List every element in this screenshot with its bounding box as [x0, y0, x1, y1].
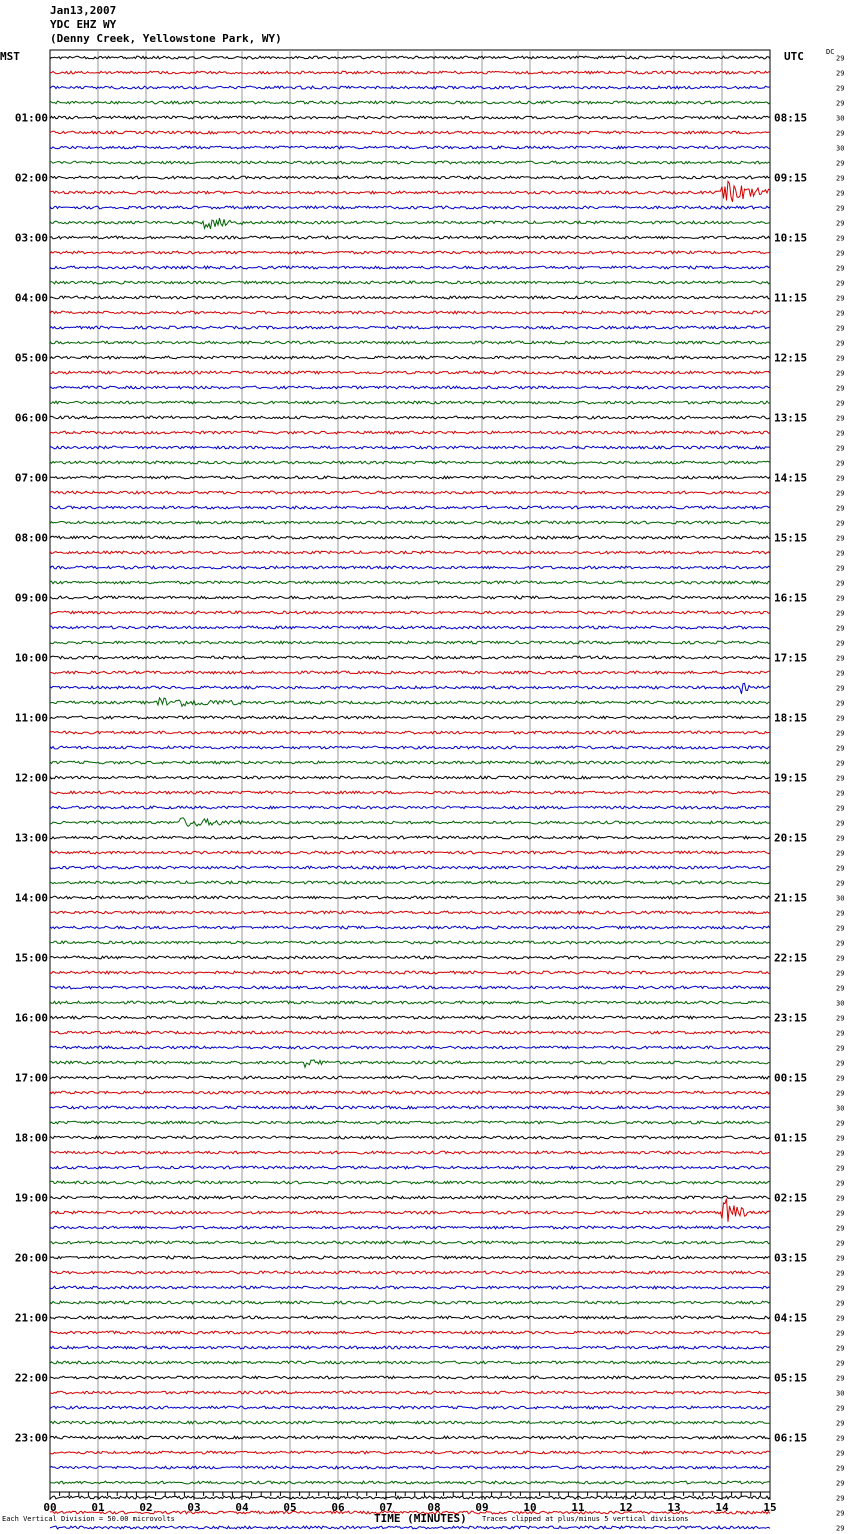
- trace-line: [50, 626, 770, 629]
- mst-hour-label: 01:00: [14, 111, 48, 125]
- dc-offset-label: 30: [836, 999, 845, 1008]
- trace-line: [50, 683, 770, 694]
- x-tick-label: 10: [523, 1501, 537, 1514]
- utc-hour-label: 12:15: [774, 351, 808, 365]
- dc-offset-label: 29: [836, 1404, 845, 1413]
- utc-hour-label: 11:15: [774, 291, 808, 305]
- dc-offset-label: 29: [836, 789, 845, 798]
- mst-hour-label: 20:00: [14, 1251, 48, 1265]
- dc-offset-label: 29: [836, 684, 845, 693]
- trace-line: [50, 266, 770, 269]
- trace-line: [50, 1271, 770, 1274]
- mst-hour-label: 03:00: [14, 231, 48, 245]
- trace-line: [50, 218, 770, 229]
- dc-offset-label: 29: [836, 414, 845, 423]
- trace-line: [50, 806, 770, 809]
- trace-line: [50, 1091, 770, 1094]
- trace-line: [50, 776, 770, 779]
- x-tick-label: 08: [427, 1501, 441, 1514]
- utc-hour-label: 23:15: [774, 1011, 808, 1025]
- utc-hour-label: 17:15: [774, 651, 808, 665]
- x-tick-label: 01: [91, 1501, 105, 1514]
- dc-offset-label: 29: [836, 1164, 845, 1173]
- trace-line: [50, 746, 770, 749]
- trace-line: [50, 1466, 770, 1469]
- dc-offset-label: 29: [836, 204, 845, 213]
- mst-hour-label: 21:00: [14, 1311, 48, 1325]
- trace-line: [50, 1016, 770, 1019]
- mst-hour-label: 09:00: [14, 591, 48, 605]
- trace-line: [50, 716, 770, 719]
- utc-hour-label: 08:15: [774, 111, 808, 125]
- trace-line: [50, 971, 770, 974]
- dc-offset-label: 29: [836, 99, 845, 108]
- trace-line: [50, 566, 770, 569]
- dc-offset-label: 30: [836, 1389, 845, 1398]
- dc-offset-label: 29: [836, 1374, 845, 1383]
- trace-line: [50, 851, 770, 854]
- trace-line: [50, 446, 770, 449]
- trace-line: [50, 251, 770, 254]
- trace-line: [50, 491, 770, 494]
- x-tick-label: 05: [283, 1501, 297, 1514]
- dc-offset-label: 29: [836, 354, 845, 363]
- trace-line: [50, 101, 770, 104]
- trace-line: [50, 941, 770, 944]
- mst-hour-label: 22:00: [14, 1371, 48, 1385]
- dc-offset-label: 29: [836, 729, 845, 738]
- trace-line: [50, 131, 770, 134]
- trace-line: [50, 551, 770, 554]
- dc-offset-label: 29: [836, 1089, 845, 1098]
- trace-line: [50, 731, 770, 734]
- x-tick-label: 09: [475, 1501, 489, 1514]
- dc-offset-label: 29: [836, 174, 845, 183]
- dc-offset-label: 29: [836, 1494, 845, 1503]
- x-axis-title: TIME (MINUTES): [374, 1512, 467, 1525]
- dc-offset-label: 29: [836, 1314, 845, 1323]
- utc-hour-label: 18:15: [774, 711, 808, 725]
- dc-offset-label: 29: [836, 384, 845, 393]
- dc-offset-label: 29: [836, 249, 845, 258]
- dc-offset-label: 29: [836, 369, 845, 378]
- trace-line: [50, 521, 770, 524]
- trace-line: [50, 116, 770, 119]
- dc-offset-label: 29: [836, 1059, 845, 1068]
- mst-hour-label: 08:00: [14, 531, 48, 545]
- trace-line: [50, 1076, 770, 1079]
- utc-hour-label: 21:15: [774, 891, 808, 905]
- dc-offset-label: 29: [836, 534, 845, 543]
- trace-line: [50, 341, 770, 344]
- dc-offset-label: 29: [836, 1479, 845, 1488]
- dc-offset-label: 29: [836, 624, 845, 633]
- trace-line: [50, 1316, 770, 1319]
- utc-hour-label: 02:15: [774, 1191, 808, 1205]
- dc-offset-label: 29: [836, 459, 845, 468]
- trace-line: [50, 401, 770, 404]
- mst-hour-label: 13:00: [14, 831, 48, 845]
- dc-offset-label: 29: [836, 324, 845, 333]
- dc-offset-label: 29: [836, 1284, 845, 1293]
- utc-hour-label: 14:15: [774, 471, 808, 485]
- dc-offset-label: 29: [836, 1149, 845, 1158]
- trace-line: [50, 1406, 770, 1409]
- trace-line: [50, 1199, 770, 1222]
- utc-hour-label: 06:15: [774, 1431, 808, 1445]
- dc-offset-label: 29: [836, 159, 845, 168]
- dc-offset-label: 30: [836, 144, 845, 153]
- trace-line: [50, 181, 770, 201]
- utc-hour-label: 04:15: [774, 1311, 808, 1325]
- trace-line: [50, 56, 770, 59]
- dc-offset-label: 29: [836, 1344, 845, 1353]
- dc-offset-label: 29: [836, 54, 845, 63]
- trace-line: [50, 896, 770, 899]
- trace-line: [50, 1031, 770, 1034]
- mst-hour-label: 18:00: [14, 1131, 48, 1145]
- dc-offset-label: 29: [836, 264, 845, 273]
- utc-hour-label: 16:15: [774, 591, 808, 605]
- trace-line: [50, 71, 770, 74]
- dc-offset-label: 29: [836, 969, 845, 978]
- trace-line: [50, 1391, 770, 1394]
- trace-line: [50, 1421, 770, 1424]
- mst-hour-label: 04:00: [14, 291, 48, 305]
- clip-note: Traces clipped at plus/minus 5 vertical divisions: [482, 1515, 689, 1523]
- dc-offset-label: 29: [836, 1254, 845, 1263]
- trace-line: [50, 596, 770, 599]
- scale-note: Each Vertical Division = 50.00 microvolts: [2, 1515, 175, 1523]
- trace-line: [50, 416, 770, 419]
- trace-line: [50, 866, 770, 869]
- trace-line: [50, 1436, 770, 1439]
- trace-line: [50, 791, 770, 794]
- dc-offset-label: 29: [836, 834, 845, 843]
- dc-offset-label: 29: [836, 579, 845, 588]
- mst-hour-label: 23:00: [14, 1431, 48, 1445]
- trace-line: [50, 1106, 770, 1109]
- header-date: Jan13,2007: [50, 4, 117, 17]
- dc-offset-label: 29: [836, 744, 845, 753]
- trace-line: [50, 326, 770, 329]
- dc-offset-label: 29: [836, 429, 845, 438]
- dc-offset-label: 29: [836, 1209, 845, 1218]
- header-location: (Denny Creek, Yellowstone Park, WY): [50, 32, 282, 45]
- dc-offset-label: 29: [836, 1224, 845, 1233]
- trace-line: [50, 1196, 770, 1199]
- dc-offset-label: 29: [836, 714, 845, 723]
- trace-line: [50, 536, 770, 539]
- trace-line: [50, 86, 770, 89]
- dc-offset-label: 29: [836, 1359, 845, 1368]
- dc-column-title: DC: [826, 48, 835, 56]
- dc-offset-label: 29: [836, 1299, 845, 1308]
- trace-line: [50, 1376, 770, 1379]
- trace-line: [50, 1046, 770, 1049]
- mst-hour-label: 05:00: [14, 351, 48, 365]
- utc-hour-label: 10:15: [774, 231, 808, 245]
- x-tick-label: 07: [379, 1501, 393, 1514]
- dc-offset-label: 29: [836, 759, 845, 768]
- dc-offset-label: 29: [836, 819, 845, 828]
- mst-hour-label: 19:00: [14, 1191, 48, 1205]
- trace-line: [50, 1256, 770, 1259]
- mst-hour-label: 14:00: [14, 891, 48, 905]
- x-tick-label: 12: [619, 1501, 633, 1514]
- dc-offset-label: 29: [836, 564, 845, 573]
- trace-line: [50, 1001, 770, 1004]
- dc-offset-label: 29: [836, 84, 845, 93]
- dc-offset-label: 29: [836, 924, 845, 933]
- trace-line: [50, 1151, 770, 1154]
- trace-line: [50, 281, 770, 284]
- dc-offset-label: 30: [836, 1104, 845, 1113]
- trace-line: [50, 1166, 770, 1169]
- trace-line: [50, 641, 770, 644]
- mst-hour-label: 16:00: [14, 1011, 48, 1025]
- dc-offset-label: 29: [836, 1239, 845, 1248]
- trace-line: [50, 881, 770, 884]
- trace-line: [50, 1121, 770, 1124]
- dc-offset-label: 29: [836, 474, 845, 483]
- trace-line: [50, 1241, 770, 1244]
- trace-line: [50, 1226, 770, 1229]
- mst-hour-label: 07:00: [14, 471, 48, 485]
- trace-line: [50, 1286, 770, 1289]
- utc-hour-label: 15:15: [774, 531, 808, 545]
- utc-hour-label: 09:15: [774, 171, 808, 185]
- dc-offset-label: 29: [836, 309, 845, 318]
- dc-offset-label: 29: [836, 699, 845, 708]
- dc-offset-label: 29: [836, 669, 845, 678]
- dc-offset-label: 29: [836, 69, 845, 78]
- dc-offset-label: 29: [836, 129, 845, 138]
- trace-line: [50, 1451, 770, 1454]
- trace-line: [50, 1346, 770, 1349]
- dc-offset-label: 29: [836, 1449, 845, 1458]
- mst-hour-label: 11:00: [14, 711, 48, 725]
- trace-line: [50, 1301, 770, 1304]
- dc-offset-label: 29: [836, 1119, 845, 1128]
- dc-offset-label: 29: [836, 609, 845, 618]
- trace-line: [50, 698, 770, 706]
- utc-hour-label: 03:15: [774, 1251, 808, 1265]
- utc-hour-label: 13:15: [774, 411, 808, 425]
- dc-offset-label: 29: [836, 1509, 845, 1518]
- dc-offset-label: 29: [836, 279, 845, 288]
- trace-line: [50, 926, 770, 929]
- x-tick-label: 00: [43, 1501, 57, 1514]
- trace-line: [50, 818, 770, 826]
- utc-hour-label: 22:15: [774, 951, 808, 965]
- dc-offset-label: 29: [836, 549, 845, 558]
- dc-offset-label: 29: [836, 639, 845, 648]
- trace-line: [50, 206, 770, 209]
- trace-line: [50, 761, 770, 764]
- mst-axis-title: MST: [0, 50, 20, 63]
- trace-line: [50, 461, 770, 464]
- dc-offset-label: 29: [836, 804, 845, 813]
- trace-line: [50, 1361, 770, 1364]
- trace-line: [50, 656, 770, 659]
- trace-line: [50, 956, 770, 959]
- dc-offset-label: 29: [836, 1179, 845, 1188]
- dc-offset-label: 29: [836, 294, 845, 303]
- x-tick-label: 06: [331, 1501, 345, 1514]
- dc-offset-label: 29: [836, 399, 845, 408]
- utc-hour-label: 00:15: [774, 1071, 808, 1085]
- dc-offset-label: 29: [836, 519, 845, 528]
- x-tick-label: 02: [139, 1501, 153, 1514]
- dc-offset-label: 29: [836, 984, 845, 993]
- dc-offset-label: 29: [836, 339, 845, 348]
- x-tick-label: 04: [235, 1501, 249, 1514]
- x-tick-label: 14: [715, 1501, 729, 1514]
- dc-offset-label: 29: [836, 234, 845, 243]
- trace-line: [50, 911, 770, 914]
- utc-axis-title: UTC: [784, 50, 804, 63]
- trace-line: [50, 1526, 770, 1529]
- header-station: YDC EHZ WY: [50, 18, 117, 31]
- dc-offset-label: 29: [836, 504, 845, 513]
- trace-line: [50, 431, 770, 434]
- trace-line: [50, 356, 770, 359]
- trace-line: [50, 1496, 770, 1499]
- mst-hour-label: 10:00: [14, 651, 48, 665]
- trace-line: [50, 671, 770, 674]
- trace-line: [50, 296, 770, 299]
- trace-line: [50, 386, 770, 389]
- dc-offset-label: 29: [836, 189, 845, 198]
- trace-line: [50, 146, 770, 149]
- mst-hour-label: 17:00: [14, 1071, 48, 1085]
- utc-hour-label: 05:15: [774, 1371, 808, 1385]
- dc-offset-label: 29: [836, 774, 845, 783]
- trace-line: [50, 1136, 770, 1139]
- dc-offset-label: 29: [836, 849, 845, 858]
- dc-offset-label: 29: [836, 1134, 845, 1143]
- trace-line: [50, 581, 770, 584]
- utc-hour-label: 19:15: [774, 771, 808, 785]
- dc-offset-label: 29: [836, 1434, 845, 1443]
- dc-offset-label: 29: [836, 1029, 845, 1038]
- trace-line: [50, 1481, 770, 1484]
- trace-line: [50, 836, 770, 839]
- dc-offset-label: 29: [836, 1269, 845, 1278]
- dc-offset-label: 29: [836, 219, 845, 228]
- trace-line: [50, 236, 770, 239]
- x-tick-label: 13: [667, 1501, 681, 1514]
- dc-offset-label: 29: [836, 954, 845, 963]
- dc-offset-label: 29: [836, 864, 845, 873]
- dc-offset-label: 30: [836, 894, 845, 903]
- trace-line: [50, 611, 770, 614]
- dc-offset-label: 29: [836, 1419, 845, 1428]
- dc-offset-label: 29: [836, 444, 845, 453]
- trace-line: [50, 311, 770, 314]
- trace-line: [50, 176, 770, 179]
- dc-offset-label: 29: [836, 1524, 845, 1533]
- trace-line: [50, 1060, 770, 1067]
- dc-offset-label: 29: [836, 654, 845, 663]
- dc-offset-label: 29: [836, 1464, 845, 1473]
- dc-offset-label: 29: [836, 909, 845, 918]
- dc-offset-label: 30: [836, 114, 845, 123]
- trace-line: [50, 986, 770, 989]
- trace-line: [50, 1331, 770, 1334]
- mst-hour-label: 12:00: [14, 771, 48, 785]
- trace-line: [50, 161, 770, 164]
- x-tick-label: 15: [763, 1501, 777, 1514]
- trace-line: [50, 506, 770, 509]
- dc-offset-label: 29: [836, 1044, 845, 1053]
- mst-hour-label: 02:00: [14, 171, 48, 185]
- dc-offset-label: 29: [836, 1074, 845, 1083]
- trace-line: [50, 476, 770, 479]
- dc-offset-label: 29: [836, 1329, 845, 1338]
- utc-hour-label: 20:15: [774, 831, 808, 845]
- x-tick-label: 03: [187, 1501, 201, 1514]
- dc-offset-label: 29: [836, 1194, 845, 1203]
- dc-offset-label: 29: [836, 594, 845, 603]
- trace-line: [50, 371, 770, 374]
- dc-offset-label: 29: [836, 879, 845, 888]
- x-tick-label: 11: [571, 1501, 585, 1514]
- dc-offset-label: 29: [836, 939, 845, 948]
- mst-hour-label: 06:00: [14, 411, 48, 425]
- dc-offset-label: 29: [836, 489, 845, 498]
- trace-line: [50, 1181, 770, 1184]
- mst-hour-label: 15:00: [14, 951, 48, 965]
- dc-offset-label: 29: [836, 1014, 845, 1023]
- utc-hour-label: 01:15: [774, 1131, 808, 1145]
